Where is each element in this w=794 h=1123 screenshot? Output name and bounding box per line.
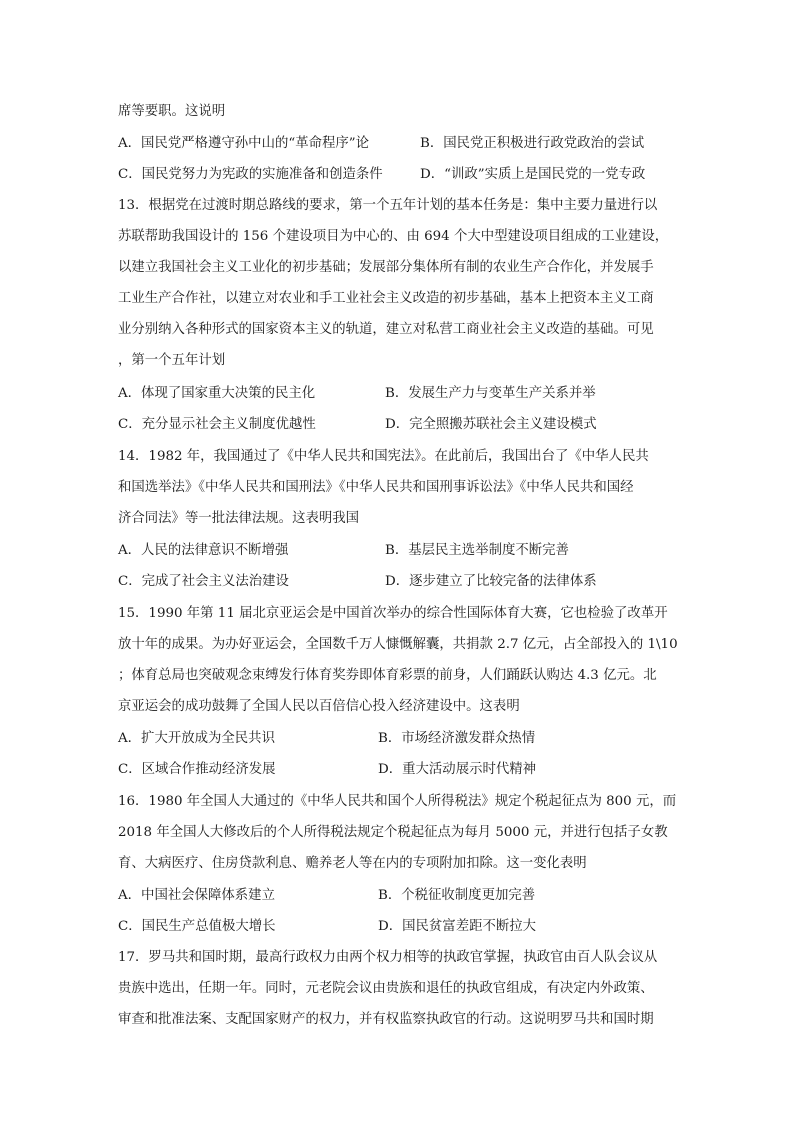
q17-line-3: 审查和批准法案、支配国家财产的权力，并有权监察执政官的行动。这说明罗马共和国时期 (118, 1012, 654, 1027)
q14-option-a: A．人民的法律意识不断增强 (118, 543, 289, 558)
q13-option-d: D．完全照搬苏联社会主义建设模式 (385, 417, 597, 432)
q13-line-4: 工业生产合作社，以建立对农业和手工业社会主义改造的初步基础，基本上把资本主义工商 (118, 291, 654, 306)
q15-option-c: C．区域合作推动经济发展 (118, 762, 276, 777)
q15-line-2: 放十年的成果。为办好亚运会，全国数千万人慷慨解囊，共捐款 2.7 亿元，占全部投入的 1\10 (118, 637, 678, 652)
q15-line-4: 京亚运会的成功鼓舞了全国人民以百倍信心投入经济建设中。这表明 (118, 699, 520, 714)
q13-option-b: B．发展生产力与变革生产关系并举 (385, 386, 596, 401)
q12-option-b: B．国民党正积极进行政党政治的尝试 (420, 136, 645, 151)
q17-line-1: 17．罗马共和国时期，最高行政权力由两个权力相等的执政官掌握，执政官由百人队会议从 (118, 950, 658, 965)
q16-option-b: B．个税征收制度更加完善 (378, 888, 536, 903)
q13-line-2: 苏联帮助我国设计的 156 个建设项目为中心的、由 694 个大中型建设项目组成的工业建设， (118, 229, 669, 244)
q15-line-3: ；体育总局也突破观念束缚发行体育奖券即体育彩票的前身，人们踊跃认购达 4.3 亿元。北 (118, 668, 657, 683)
q16-line-1: 16．1980 年全国人大通过的《中华人民共和国个人所得税法》规定个税起征点为 800 元，而 (118, 794, 677, 809)
q14-line-1: 14．1982 年，我国通过了《中华人民共和国宪法》。在此前后，我国出台了《中华人民共 (118, 449, 649, 464)
q16-option-c: C．国民生产总值极大增长 (118, 919, 276, 934)
q14-line-2: 和国选举法》《中华人民共和国刑法》《中华人民共和国刑事诉讼法》《中华人民共和国经 (118, 480, 634, 495)
q14-option-b: B．基层民主选举制度不断完善 (385, 543, 569, 558)
q16-line-3: 育、大病医疗、住房贷款利息、赡养老人等在内的专项附加扣除。这一变化表明 (118, 856, 587, 871)
q16-line-2: 2018 年全国人大修改后的个人所得税法规定个税起征点为每月 5000 元，并进行包括子女教 (118, 825, 668, 840)
q14-option-c: C．完成了社会主义法治建设 (118, 574, 289, 589)
q15-line-1: 15．1990 年第 11 届北京亚运会是中国首次举办的综合性国际体育大赛，它也检验了改革开 (118, 606, 668, 621)
q12-stem-end: 席等要职。这说明 (118, 104, 226, 119)
q12-option-a: A．国民党严格遵守孙中山的“革命程序”论 (118, 136, 370, 151)
q16-option-a: A．中国社会保障体系建立 (118, 888, 275, 903)
q16-option-d: D．国民贫富差距不断拉大 (378, 919, 537, 934)
q13-line-1: 13．根据党在过渡时期总路线的要求，第一个五年计划的基本任务是：集中主要力量进行以 (118, 198, 658, 213)
q14-option-d: D．逐步建立了比较完备的法律体系 (385, 574, 597, 589)
q12-option-c: C．国民党努力为宪政的实施准备和创造条件 (118, 167, 383, 182)
q13-option-a: A．体现了国家重大决策的民主化 (118, 386, 316, 401)
q15-option-b: B．市场经济激发群众热情 (378, 731, 536, 746)
q13-option-c: C．充分显示社会主义制度优越性 (118, 417, 316, 432)
q14-line-3: 济合同法》等一批法律法规。这表明我国 (118, 511, 360, 526)
q13-line-6: ，第一个五年计划 (118, 353, 226, 368)
q15-option-a: A．扩大开放成为全民共识 (118, 731, 275, 746)
q12-option-d: D．“训政”实质上是国民党的一党专政 (420, 167, 646, 182)
q17-line-2: 贵族中选出，任期一年。同时，元老院会议由贵族和退任的执政官组成，有决定内外政策、 (118, 981, 654, 996)
q15-option-d: D．重大活动展示时代精神 (378, 762, 537, 777)
q13-line-5: 业分别纳入各种形式的国家资本主义的轨道，建立对私营工商业社会主义改造的基础。可见 (118, 322, 654, 337)
q13-line-3: 以建立我国社会主义工业化的初步基础；发展部分集体所有制的农业生产合作化，并发展手 (118, 260, 654, 275)
